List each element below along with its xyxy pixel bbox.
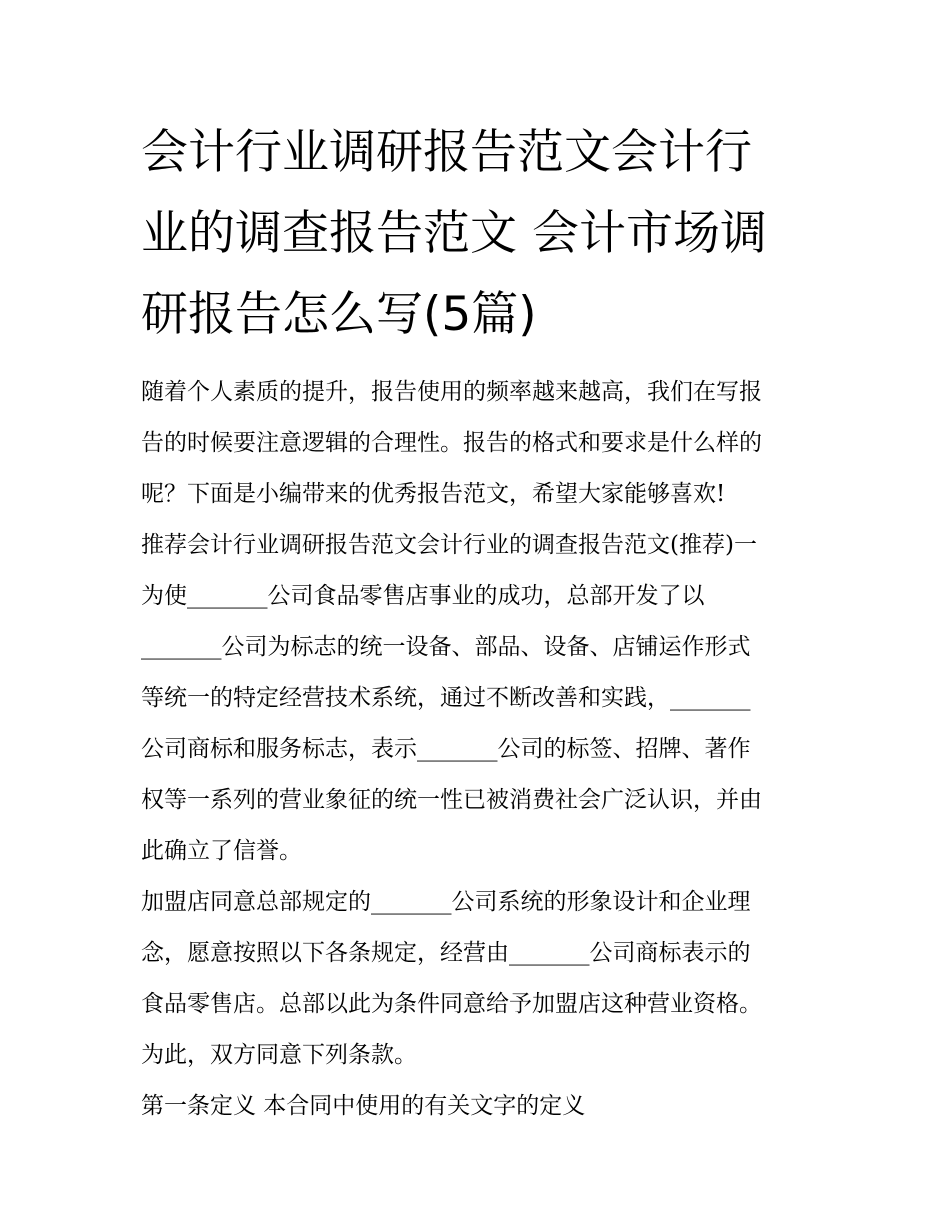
body-line: 等统一的特定经营技术系统，通过不断改善和实践，_______ (141, 685, 751, 711)
document-body (141, 367, 817, 1132)
body-line: 呢？下面是小编带来的优秀报告范文，希望大家能够喜欢! (141, 481, 726, 507)
body-line: 第一条定义 本合同中使用的有关文字的定义 (141, 1093, 586, 1119)
body-line: 加盟店同意总部规定的_______公司系统的形象设计和企业理 (141, 889, 751, 915)
body-line: 权等一系列的营业象征的统一性已被消费社会广泛认识，并由 (141, 787, 762, 813)
document-title (141, 112, 817, 355)
title-line: 研报告怎么写(5篇) (141, 287, 537, 342)
body-line: 告的时候要注意逻辑的合理性。报告的格式和要求是什么样的 (141, 430, 762, 456)
body-line: 此确立了信誉。 (141, 838, 302, 864)
title-line: 业的调查报告范文 会计市场调 (141, 206, 767, 261)
title-line: 会计行业调研报告范文会计行 (141, 125, 752, 180)
body-line: _______公司为标志的统一设备、部品、设备、店铺运作形式 (141, 634, 751, 660)
body-line: 公司商标和服务标志，表示_______公司的标签、招牌、著作 (141, 736, 751, 762)
document-content (141, 112, 817, 1132)
body-line: 为使_______公司食品零售店事业的成功，总部开发了以 (141, 583, 705, 609)
body-line: 为此，双方同意下列条款。 (141, 1042, 417, 1068)
body-line: 推荐会计行业调研报告范文会计行业的调查报告范文(推荐)一 (141, 532, 757, 558)
body-line: 随着个人素质的提升，报告使用的频率越来越高，我们在写报 (141, 379, 762, 405)
body-line: 念，愿意按照以下各条规定，经营由_______公司商标表示的 (141, 940, 751, 966)
body-line: 食品零售店。总部以此为条件同意给予加盟店这种营业资格。 (141, 991, 762, 1017)
